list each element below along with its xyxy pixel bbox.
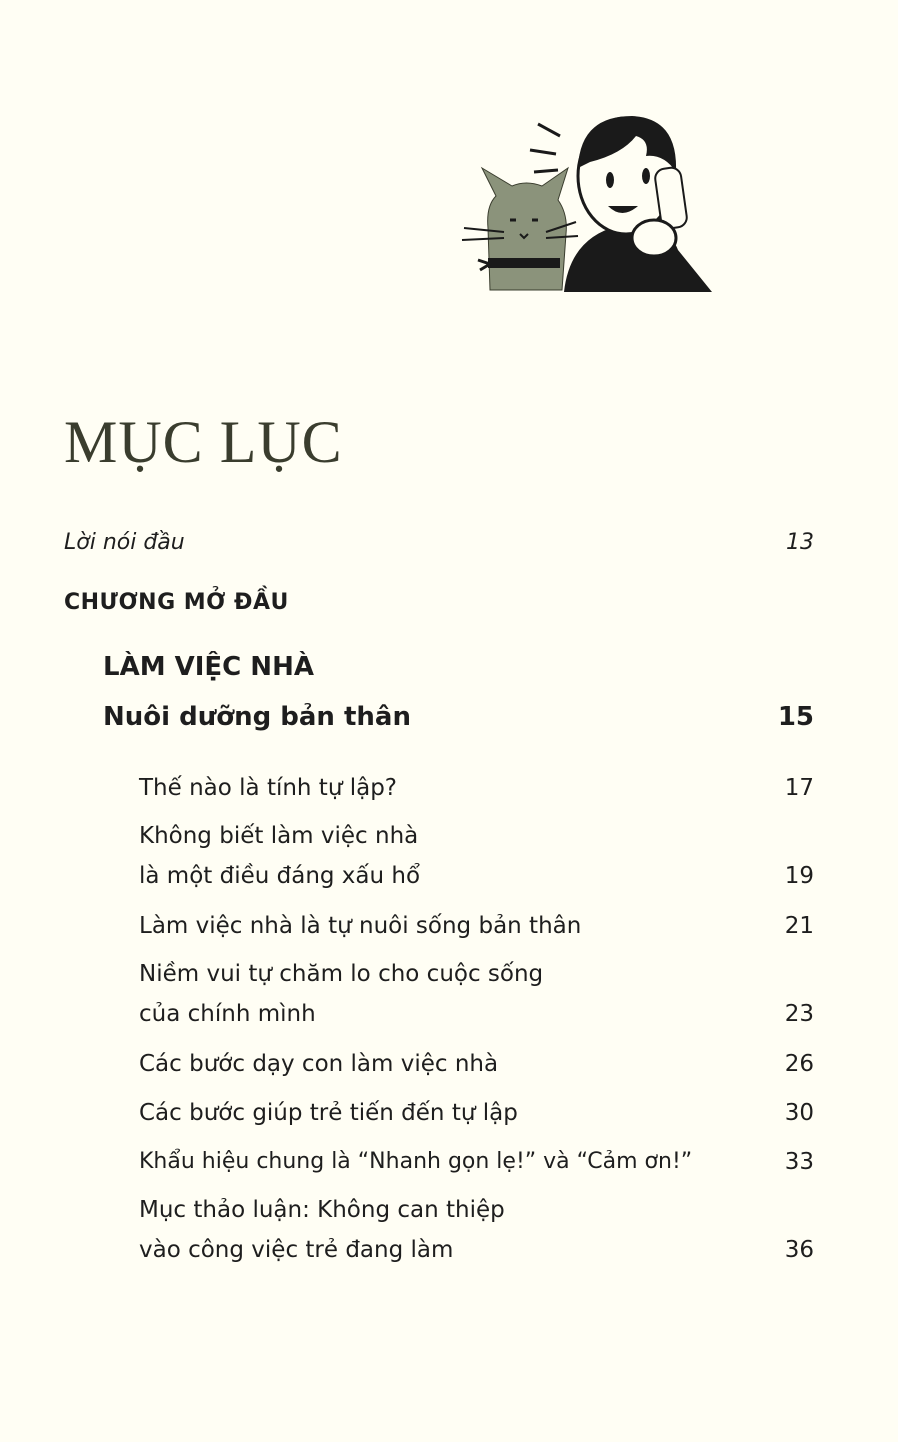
toc-entry-page: 17 xyxy=(784,775,814,801)
toc-entry-title: Khẩu hiệu chung là “Nhanh gọn lẹ!” và “Cảm ơn!” xyxy=(139,1149,693,1174)
toc-entry-title: Niềm vui tự chăm lo cho cuộc sống của chính mình xyxy=(139,961,544,1027)
toc-entry-title: Nuôi dưỡng bản thân xyxy=(103,702,411,732)
toc-entry-page: 30 xyxy=(784,1100,814,1126)
toc-entry-page: 26 xyxy=(784,1051,814,1077)
toc-entry-page: 13 xyxy=(786,530,814,555)
toc-entry[interactable] xyxy=(139,1142,814,1182)
toc-entry-title: Lời nói đầu xyxy=(64,530,185,555)
toc-entry-title: Thế nào là tính tự lập? xyxy=(139,775,398,801)
toc-entry-page: 33 xyxy=(784,1149,814,1175)
toc-entry-intro[interactable] xyxy=(64,530,814,555)
toc-entry-page: 21 xyxy=(784,913,814,939)
toc-entry-page: 36 xyxy=(784,1237,814,1263)
toc-entry[interactable] xyxy=(139,1093,814,1133)
toc-entry-title: Không biết làm việc nhà là một điều đáng xấu hổ xyxy=(139,823,421,889)
toc-entry[interactable] xyxy=(139,906,814,946)
toc-chapter-heading: CHƯƠNG MỞ ĐẦU xyxy=(64,590,289,615)
toc-entry-page: 15 xyxy=(777,702,814,732)
toc-part-title: LÀM VIỆC NHÀ xyxy=(103,652,314,682)
toc-part-subtitle[interactable] xyxy=(103,702,814,732)
toc-entry-title: Các bước dạy con làm việc nhà xyxy=(139,1051,499,1077)
toc-entry-title: Làm việc nhà là tự nuôi sống bản thân xyxy=(139,913,582,939)
toc-heading: MỤC LỤC xyxy=(64,409,343,475)
toc-entry-title: Mục thảo luận: Không can thiệp vào công việc trẻ đang làm xyxy=(139,1197,505,1263)
illustration-boy-with-cat xyxy=(450,110,720,300)
toc-entry-title: Các bước giúp trẻ tiến đến tự lập xyxy=(139,1100,518,1126)
toc-entry[interactable] xyxy=(139,954,814,1034)
toc-entry[interactable] xyxy=(139,1044,814,1084)
toc-entry[interactable] xyxy=(139,1190,814,1270)
toc-entry[interactable] xyxy=(139,816,814,896)
toc-entry[interactable] xyxy=(139,768,814,808)
toc-entry-page: 23 xyxy=(784,1001,814,1027)
surprise-lines-icon xyxy=(530,124,560,172)
boy-icon xyxy=(564,116,712,292)
toc-entry-page: 19 xyxy=(784,863,814,889)
cat-icon xyxy=(462,168,578,290)
